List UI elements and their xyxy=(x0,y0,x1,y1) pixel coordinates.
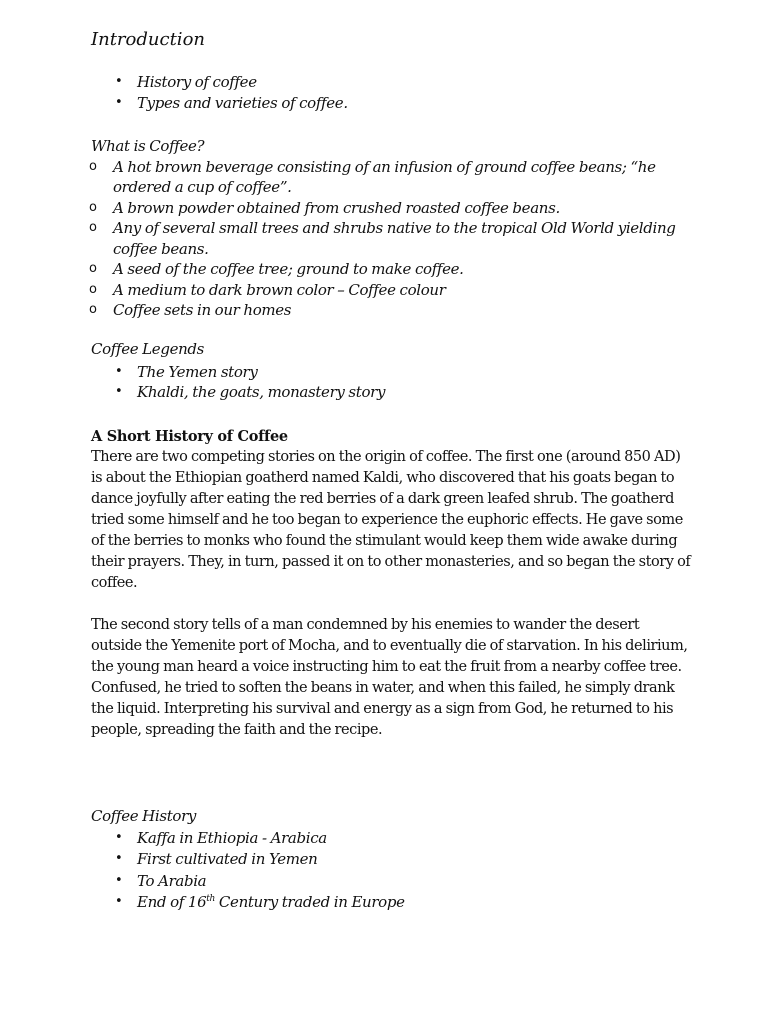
coffee-legends-section xyxy=(91,339,691,403)
definition-list xyxy=(91,157,691,321)
bullet-icon: • xyxy=(115,363,123,379)
circle-bullet-icon: o xyxy=(89,220,97,235)
list-item: • To Arabia xyxy=(115,871,207,890)
list-item: o A seed of the coffee tree; ground to make coffee. xyxy=(89,260,464,278)
what-is-coffee-section xyxy=(91,136,691,321)
coffee-history-heading: Coffee History xyxy=(91,807,197,825)
circle-bullet-icon: o xyxy=(89,158,97,174)
short-history-heading: A Short History of Coffee xyxy=(91,428,288,445)
intro-section xyxy=(91,29,691,113)
bullet-icon: • xyxy=(115,94,123,110)
coffee-legends-heading: Coffee Legends xyxy=(91,340,205,358)
intro-heading: Introduction xyxy=(91,29,205,50)
paragraph: The second story tells of a man condemned by his enemies to wander the desert outside the Yemenite port of Mocha, and to eventually die of starvation. In his delirium, the young man heard a voice instructing him to eat the fruit from a nearby coffee tree. Confused, he tried to soften the beans in water, and when this failed, he simply drank the liquid. Interpreting his survival and energy as a sign from God, he returned to his people, spreading the faith and the recipe. xyxy=(91,617,688,738)
list-item: • Types and varieties of coffee. xyxy=(115,93,348,112)
list-item: o Coffee sets in our homes xyxy=(89,301,292,319)
list-item: o A medium to dark brown color – Coffee colour xyxy=(89,280,446,299)
superscript: th xyxy=(206,894,215,904)
circle-bullet-icon: o xyxy=(89,261,97,276)
list-item: o A hot brown beverage consisting of an infusion of ground coffee beans; “he ordered a cup of coffee”. xyxy=(89,157,656,196)
bullet-icon: • xyxy=(115,851,123,866)
intro-bullet-list xyxy=(91,72,691,113)
legends-bullet-list xyxy=(91,362,691,403)
list-item: • First cultivated in Yemen xyxy=(115,850,318,868)
bullet-icon: • xyxy=(115,74,123,89)
bullet-icon: • xyxy=(115,894,123,909)
what-is-coffee-heading: What is Coffee? xyxy=(91,137,205,155)
short-history-section xyxy=(91,426,691,741)
list-item: o A brown powder obtained from crushed roasted coffee beans. xyxy=(89,198,560,217)
list-item: • End of 16th Century traded in Europe xyxy=(115,893,405,911)
list-item: • The Yemen story xyxy=(115,362,258,381)
list-item: • Khaldi, the goats, monastery story xyxy=(115,383,386,401)
circle-bullet-icon: o xyxy=(89,199,97,215)
list-item: • Kaffa in Ethiopia - Arabica xyxy=(115,828,327,847)
coffee-history-section xyxy=(91,806,691,913)
list-item: o Any of several small trees and shrubs native to the tropical Old World yielding coffee beans. xyxy=(89,219,676,258)
list-item: • History of coffee xyxy=(115,73,257,91)
coffee-history-bullet-list xyxy=(91,828,691,913)
paragraph: There are two competing stories on the origin of coffee. The first one (around 850 AD) is about the Ethiopian goatherd named Kaldi, who discovered that his goats began to dance joyfully after eating the red berries of a dark green leafed shrub. The goatherd tried some himself and he too began to experience the euphoric effects. He gave some of the berries to monks who found the stimulant would keep them wide awake during their prayers. They, in turn, passed it on to other monasteries, and so began the story of coffee. xyxy=(91,449,691,591)
bullet-icon: • xyxy=(115,872,123,888)
bullet-icon: • xyxy=(115,829,123,845)
circle-bullet-icon: o xyxy=(89,302,97,317)
bullet-icon: • xyxy=(115,384,123,399)
circle-bullet-icon: o xyxy=(89,281,97,297)
